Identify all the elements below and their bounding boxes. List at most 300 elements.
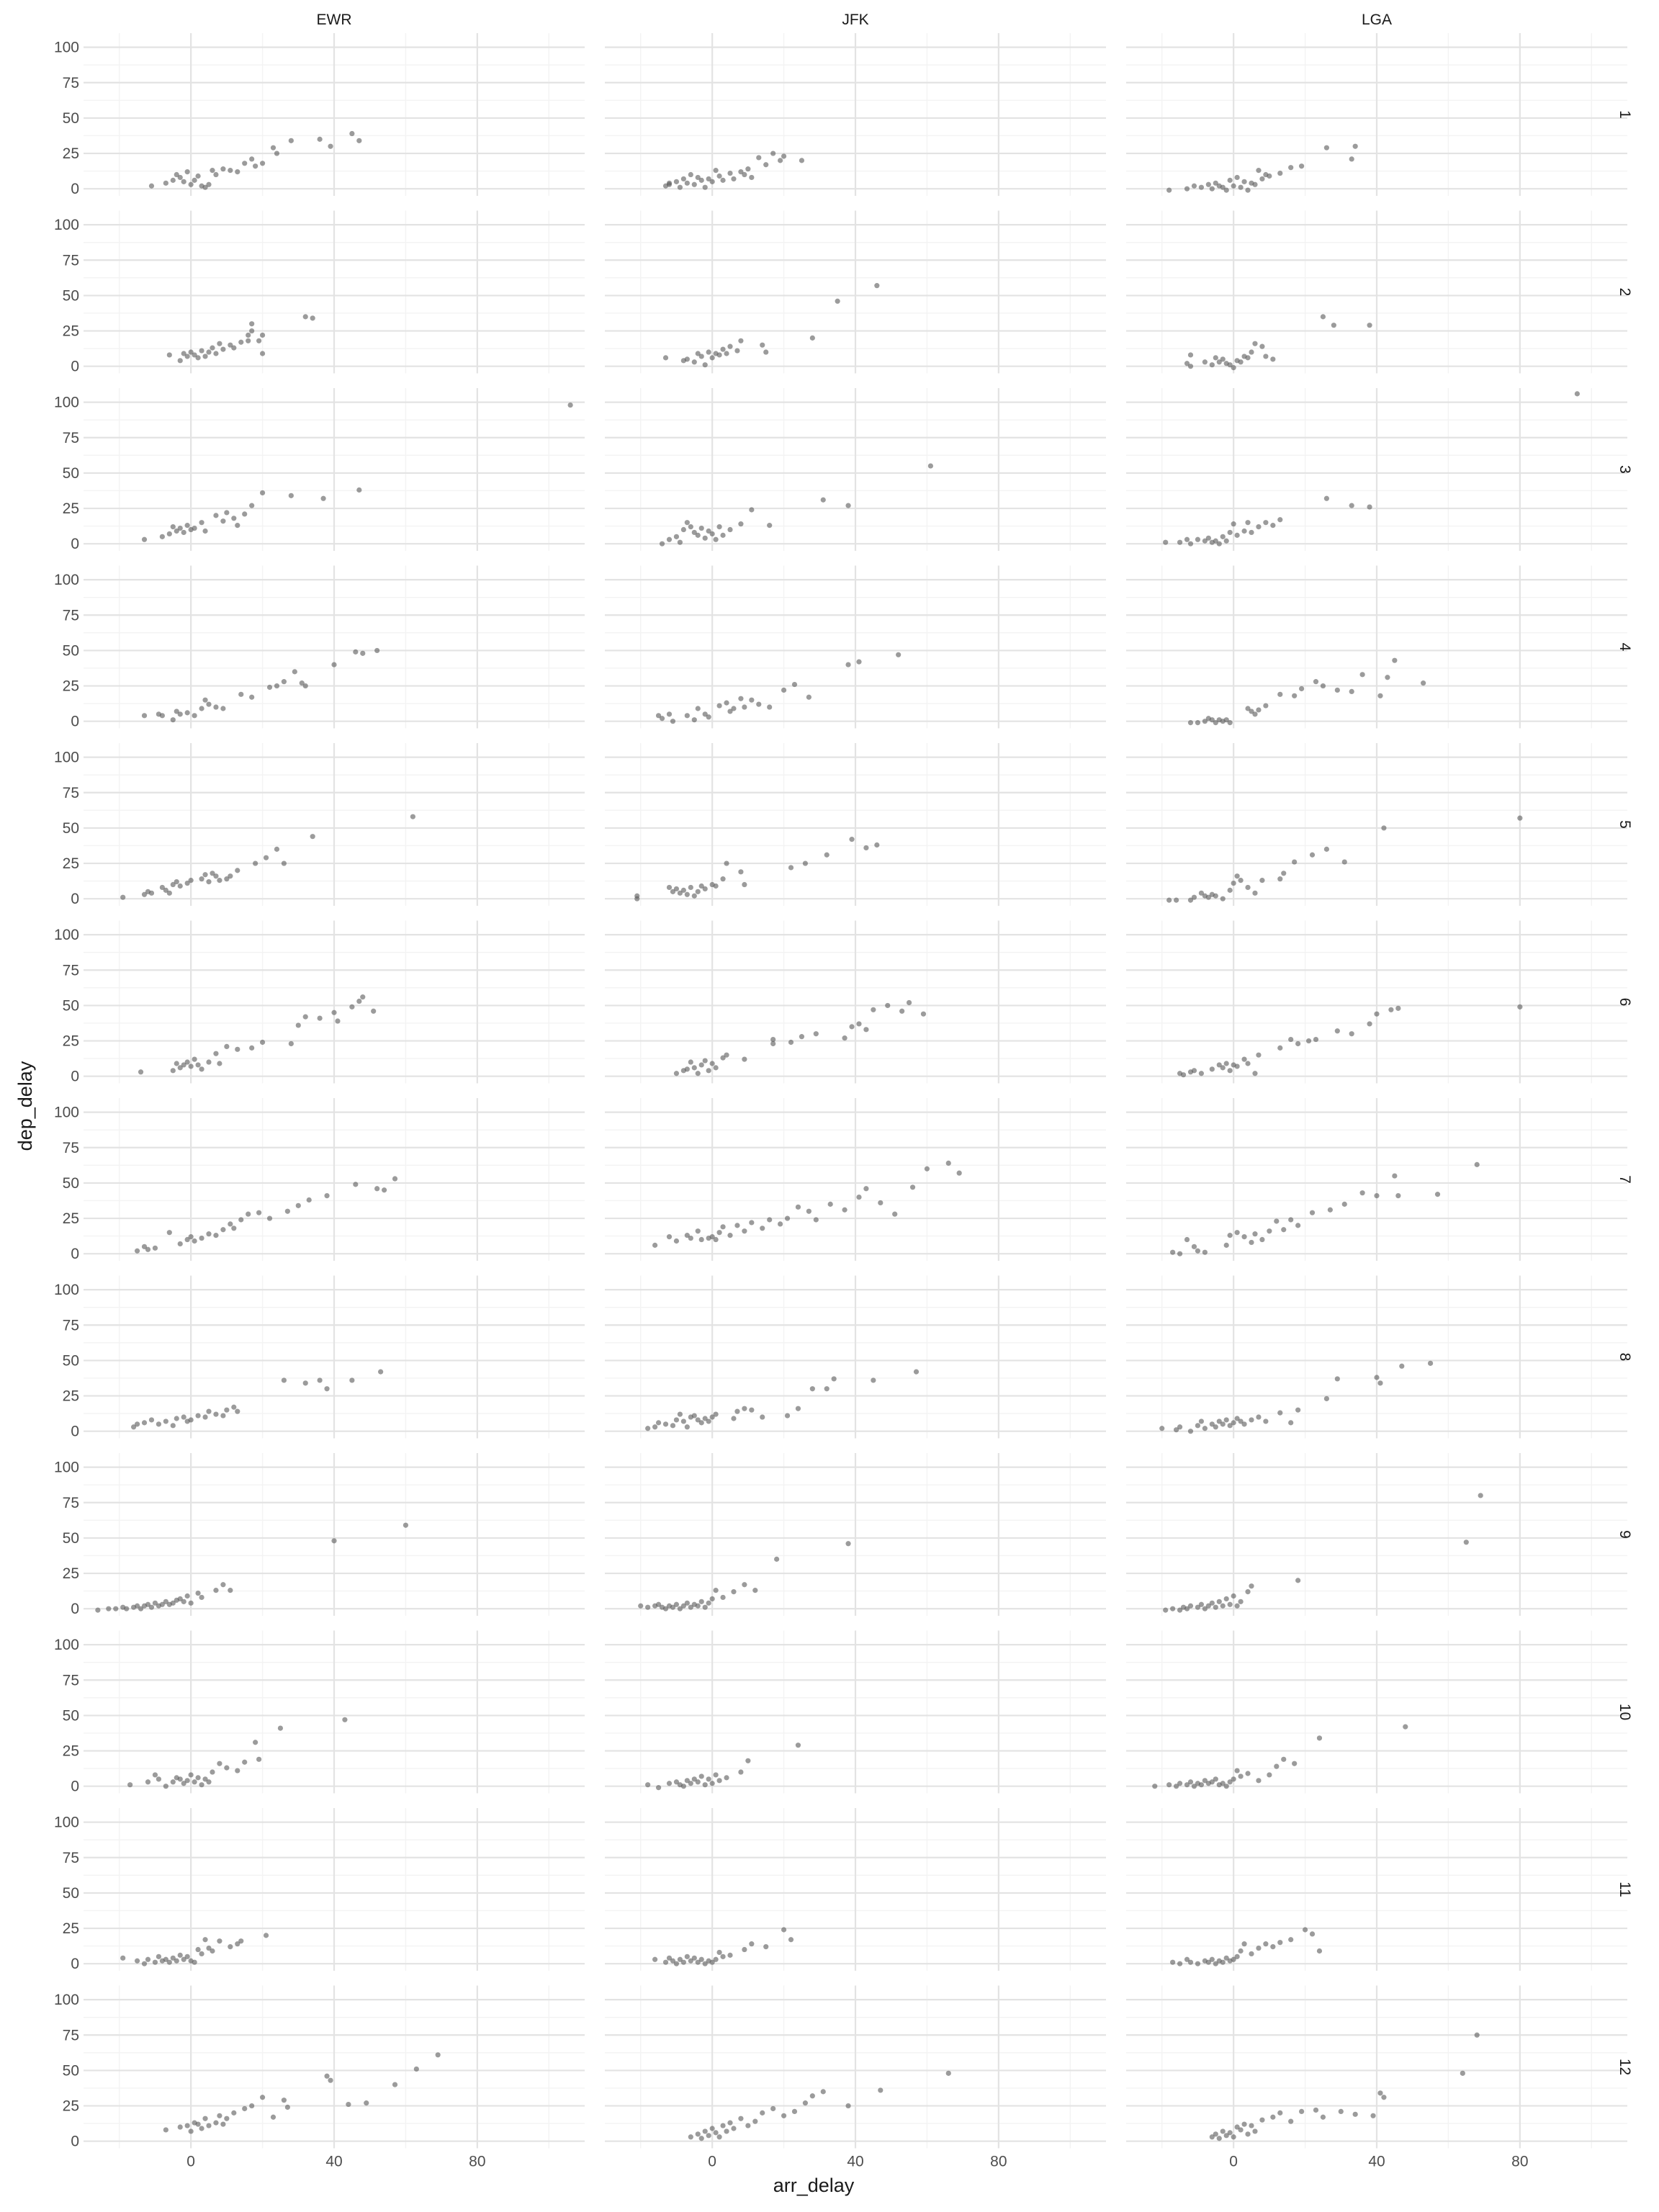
data-point (674, 886, 679, 891)
data-point (724, 1053, 729, 1058)
data-point (1184, 537, 1190, 542)
panel-LGA-10 (1126, 1631, 1627, 1794)
data-point (167, 1230, 172, 1235)
data-point (264, 855, 269, 860)
y-tick-label: 75 (62, 1849, 79, 1866)
data-point (160, 534, 165, 539)
data-point (282, 860, 287, 866)
data-point (1252, 1231, 1257, 1236)
data-point (231, 516, 236, 521)
data-point (1177, 1251, 1182, 1256)
data-point (1177, 1424, 1182, 1429)
data-point (246, 333, 251, 338)
data-point (928, 463, 933, 468)
data-point (670, 719, 675, 724)
data-point (235, 1409, 240, 1414)
data-point (1228, 178, 1233, 183)
data-point (1460, 2071, 1465, 2076)
data-point (171, 1779, 176, 1784)
data-point (1228, 530, 1233, 535)
data-point (220, 518, 225, 523)
data-point (1353, 144, 1358, 149)
data-point (738, 696, 743, 701)
data-point (696, 1071, 701, 1076)
row-strip-label: 2 (1617, 287, 1633, 297)
panel-EWR-5 (84, 743, 585, 906)
panel-JFK-3 (605, 388, 1106, 551)
data-point (925, 1166, 930, 1172)
data-point (731, 1589, 736, 1594)
data-point (1235, 1768, 1240, 1773)
data-point (892, 1212, 897, 1217)
data-point (1220, 534, 1226, 539)
data-point (716, 1778, 721, 1783)
data-point (124, 1606, 129, 1611)
data-point (678, 185, 683, 190)
axis-tick-labels (54, 40, 1529, 2170)
data-point (731, 1416, 736, 1421)
data-point (692, 894, 697, 899)
data-point (1377, 2090, 1382, 2095)
data-point (356, 138, 361, 143)
data-point (189, 1234, 194, 1239)
data-point (1245, 188, 1250, 193)
data-point (1270, 1944, 1275, 1949)
data-point (1256, 1946, 1261, 1951)
data-point (1252, 182, 1257, 187)
data-point (260, 161, 265, 166)
data-point (742, 1947, 747, 1952)
data-point (189, 1417, 194, 1422)
data-point (832, 1376, 837, 1381)
data-point (1220, 1960, 1226, 1965)
data-point (692, 182, 697, 187)
data-point (1288, 165, 1293, 170)
data-point (824, 1386, 830, 1391)
panel-LGA-4 (1126, 566, 1627, 729)
data-point (1277, 171, 1282, 176)
data-point (410, 814, 415, 819)
data-point (1199, 1071, 1204, 1076)
y-tick-label: 50 (62, 1707, 79, 1725)
data-point (1202, 1426, 1208, 1431)
panel-EWR-8 (84, 1276, 585, 1439)
data-point (667, 181, 672, 186)
data-point (310, 834, 315, 839)
data-point (231, 1405, 236, 1410)
data-point (1195, 720, 1200, 725)
data-point (703, 1058, 708, 1063)
data-point (667, 1781, 672, 1786)
data-point (1324, 1396, 1329, 1401)
data-point (199, 348, 204, 353)
y-tick-label: 25 (62, 855, 79, 873)
data-point (814, 1217, 819, 1222)
data-point (720, 533, 725, 538)
data-point (856, 660, 861, 665)
data-point (1303, 1927, 1308, 1932)
data-point (1299, 2109, 1304, 2114)
data-point (1259, 2118, 1264, 2123)
data-point (174, 1416, 179, 1421)
data-point (1367, 504, 1372, 509)
data-point (738, 869, 743, 874)
y-tick-label: 50 (62, 819, 79, 837)
data-point (714, 1957, 719, 1962)
data-point (703, 185, 708, 190)
data-point (260, 1040, 265, 1045)
data-point (1166, 1782, 1172, 1787)
data-point (742, 172, 747, 177)
data-point (178, 1776, 183, 1781)
data-point (699, 354, 704, 359)
data-point (1256, 707, 1261, 712)
data-point (1256, 1778, 1261, 1783)
data-point (1313, 679, 1318, 684)
y-tick-label: 0 (71, 891, 79, 908)
data-point (282, 1377, 287, 1382)
data-point (692, 1956, 697, 1961)
data-point (189, 1601, 194, 1606)
data-point (206, 1409, 211, 1414)
data-point (1195, 1423, 1200, 1428)
data-point (1217, 1599, 1222, 1604)
data-point (149, 1605, 154, 1610)
data-point (192, 1779, 197, 1784)
data-point (220, 2121, 225, 2126)
data-point (778, 1221, 783, 1226)
data-point (1245, 520, 1250, 525)
data-point (178, 526, 183, 531)
data-point (1295, 1408, 1300, 1413)
data-point (349, 131, 354, 136)
data-point (660, 541, 665, 547)
data-point (688, 1236, 693, 1241)
data-point (692, 359, 697, 364)
panel-EWR-4 (84, 566, 585, 729)
data-point (353, 1182, 358, 1187)
data-point (710, 2126, 715, 2131)
data-point (674, 1961, 679, 1966)
panel-LGA-5 (1126, 743, 1627, 906)
y-tick-label: 0 (71, 181, 79, 198)
data-point (253, 1740, 258, 1745)
data-point (1331, 323, 1336, 328)
data-point (842, 1208, 847, 1213)
data-point (1210, 1601, 1215, 1606)
data-point (320, 496, 325, 501)
data-point (1328, 1208, 1333, 1213)
data-point (1392, 1173, 1397, 1178)
panel-LGA-6 (1126, 921, 1627, 1084)
data-point (1170, 1960, 1175, 1965)
data-point (749, 1941, 754, 1946)
data-point (806, 695, 811, 700)
data-point (1195, 537, 1200, 542)
data-point (249, 1046, 254, 1051)
data-point (1339, 2109, 1344, 2114)
data-point (685, 181, 690, 186)
data-point (1195, 1961, 1200, 1966)
data-point (1259, 176, 1264, 181)
data-point (781, 1927, 786, 1932)
data-point (716, 1950, 721, 1955)
data-point (1388, 1007, 1393, 1012)
data-point (318, 1377, 323, 1382)
data-point (1235, 1954, 1240, 1959)
data-point (821, 498, 826, 503)
data-point (703, 2128, 708, 2134)
y-tick-label: 50 (62, 1884, 79, 1902)
y-tick-label: 100 (53, 749, 79, 766)
data-point (202, 529, 207, 534)
data-point (856, 1195, 861, 1200)
data-point (699, 1062, 704, 1067)
data-point (213, 513, 218, 518)
y-tick-label: 0 (71, 536, 79, 553)
data-point (1220, 2128, 1226, 2134)
data-point (716, 174, 721, 179)
data-point (946, 1161, 951, 1166)
data-point (706, 714, 711, 719)
data-point (249, 503, 254, 508)
data-point (1277, 692, 1282, 697)
data-point (696, 706, 701, 711)
data-point (206, 701, 211, 706)
data-point (167, 531, 172, 536)
data-point (1235, 533, 1240, 538)
data-point (835, 299, 840, 304)
data-point (1299, 163, 1304, 168)
data-point (1360, 672, 1365, 677)
x-tick-label: 0 (1229, 2153, 1238, 2170)
data-point (1317, 1948, 1322, 1954)
panel-EWR-9 (84, 1453, 585, 1616)
data-point (874, 283, 879, 288)
data-point (228, 873, 233, 878)
data-point (706, 1419, 711, 1424)
data-point (192, 526, 197, 531)
data-point (738, 521, 743, 526)
data-point (242, 2106, 247, 2111)
data-point (652, 1243, 657, 1248)
data-point (1231, 1420, 1236, 1425)
data-point (774, 1557, 779, 1562)
y-tick-label: 25 (62, 1210, 79, 1228)
data-point (1231, 2134, 1236, 2139)
data-point (1166, 898, 1172, 903)
panel-LGA-12 (1126, 1986, 1627, 2149)
data-point (1235, 175, 1240, 180)
data-point (742, 882, 747, 887)
data-point (1317, 1735, 1322, 1740)
data-point (760, 1414, 765, 1419)
data-point (235, 868, 240, 873)
data-point (1435, 1192, 1440, 1197)
data-point (1188, 352, 1193, 357)
data-point (645, 1605, 650, 1610)
y-tick-label: 50 (62, 1174, 79, 1192)
data-point (1241, 1234, 1246, 1239)
panel-EWR-3 (84, 388, 585, 551)
data-point (1274, 1218, 1279, 1223)
y-tick-label: 25 (62, 1743, 79, 1760)
data-point (667, 1234, 672, 1239)
data-point (324, 1386, 329, 1391)
data-point (1277, 517, 1282, 522)
data-point (796, 1743, 801, 1748)
data-point (1220, 1604, 1226, 1609)
panel-LGA-3 (1126, 388, 1627, 551)
data-point (228, 1588, 233, 1593)
column-strip-label: JFK (842, 12, 869, 28)
data-point (106, 1606, 111, 1611)
data-point (1277, 1411, 1282, 1416)
y-tick-label: 0 (71, 2133, 79, 2150)
data-point (178, 1241, 183, 1246)
data-point (710, 355, 715, 360)
y-tick-label: 25 (62, 323, 79, 340)
data-point (1213, 355, 1218, 360)
data-point (716, 524, 721, 529)
data-point (845, 1541, 850, 1546)
data-point (195, 1591, 200, 1596)
data-point (149, 1417, 154, 1422)
data-point (681, 1419, 686, 1424)
data-point (285, 2105, 290, 2110)
data-point (692, 1065, 697, 1070)
data-point (1517, 1004, 1522, 1010)
data-point (178, 1953, 183, 1958)
data-point (863, 1027, 868, 1032)
data-point (156, 1421, 161, 1426)
data-point (716, 703, 721, 708)
data-point (1163, 540, 1168, 545)
data-point (1241, 529, 1246, 534)
data-point (714, 884, 719, 889)
data-point (1231, 1776, 1236, 1781)
data-point (185, 523, 190, 528)
x-tick-label: 80 (1511, 2153, 1529, 2170)
data-point (392, 1176, 397, 1181)
data-point (699, 2136, 704, 2141)
y-tick-label: 100 (53, 1104, 79, 1121)
data-point (206, 1059, 211, 1064)
data-point (874, 842, 879, 848)
data-point (1163, 1608, 1168, 1613)
data-point (1238, 878, 1243, 883)
data-point (1349, 156, 1354, 161)
panel-JFK-6 (605, 921, 1106, 1084)
data-point (738, 1769, 743, 1774)
data-point (1231, 881, 1236, 886)
data-point (199, 1595, 204, 1600)
data-point (235, 1768, 240, 1773)
data-point (224, 1766, 229, 1771)
data-point (720, 346, 725, 351)
data-point (685, 1066, 690, 1071)
data-point (1235, 1230, 1240, 1235)
data-point (1295, 1578, 1300, 1583)
panel-JFK-11 (605, 1808, 1106, 1971)
data-point (1349, 689, 1354, 694)
data-point (688, 2134, 693, 2139)
data-point (1213, 894, 1218, 899)
data-point (745, 2123, 750, 2128)
data-point (267, 1215, 272, 1220)
data-point (213, 1233, 218, 1238)
data-point (720, 876, 725, 881)
data-point (706, 1068, 711, 1073)
data-point (189, 1772, 194, 1777)
data-point (253, 163, 258, 168)
data-point (1245, 1771, 1250, 1776)
row-strip-label: 7 (1617, 1175, 1633, 1184)
data-point (1231, 184, 1236, 189)
data-point (1224, 1784, 1229, 1789)
data-point (127, 1782, 132, 1787)
data-point (260, 2095, 265, 2100)
data-point (356, 487, 361, 493)
data-point (1370, 2113, 1375, 2118)
data-point (878, 1200, 883, 1205)
data-point (189, 182, 194, 187)
data-point (770, 1037, 775, 1042)
data-point (342, 1717, 347, 1722)
data-point (1517, 816, 1522, 821)
data-point (710, 1596, 715, 1601)
data-point (199, 1951, 204, 1956)
data-point (714, 168, 719, 173)
data-point (210, 1769, 215, 1774)
data-point (1575, 391, 1580, 396)
data-point (1249, 1951, 1254, 1956)
panel-JFK-2 (605, 211, 1106, 374)
data-point (1213, 2131, 1218, 2136)
x-tick-label: 0 (186, 2153, 195, 2170)
data-point (189, 878, 194, 883)
data-point (1228, 720, 1233, 725)
data-point (1256, 1414, 1261, 1419)
data-point (788, 1937, 793, 1942)
panel-JFK-1 (605, 33, 1106, 196)
data-point (1367, 1021, 1372, 1026)
data-point (335, 1018, 340, 1023)
data-point (1335, 688, 1340, 693)
row-strip-label: 5 (1617, 820, 1633, 829)
data-point (749, 1220, 754, 1225)
y-tick-label: 75 (62, 74, 79, 91)
data-point (167, 891, 172, 896)
data-point (195, 1775, 200, 1780)
data-point (734, 1409, 739, 1414)
data-point (907, 1000, 912, 1005)
data-point (770, 150, 775, 156)
data-point (856, 1021, 861, 1026)
data-point (828, 1202, 833, 1207)
data-point (289, 1041, 294, 1046)
data-point (274, 683, 279, 688)
data-point (1238, 1599, 1243, 1604)
data-point (899, 1009, 904, 1014)
data-point (210, 1948, 215, 1954)
data-point (192, 1056, 197, 1061)
data-point (1259, 1237, 1264, 1242)
data-point (167, 352, 172, 357)
data-point (1267, 174, 1272, 179)
data-point (727, 344, 732, 349)
data-point (1188, 1429, 1193, 1434)
